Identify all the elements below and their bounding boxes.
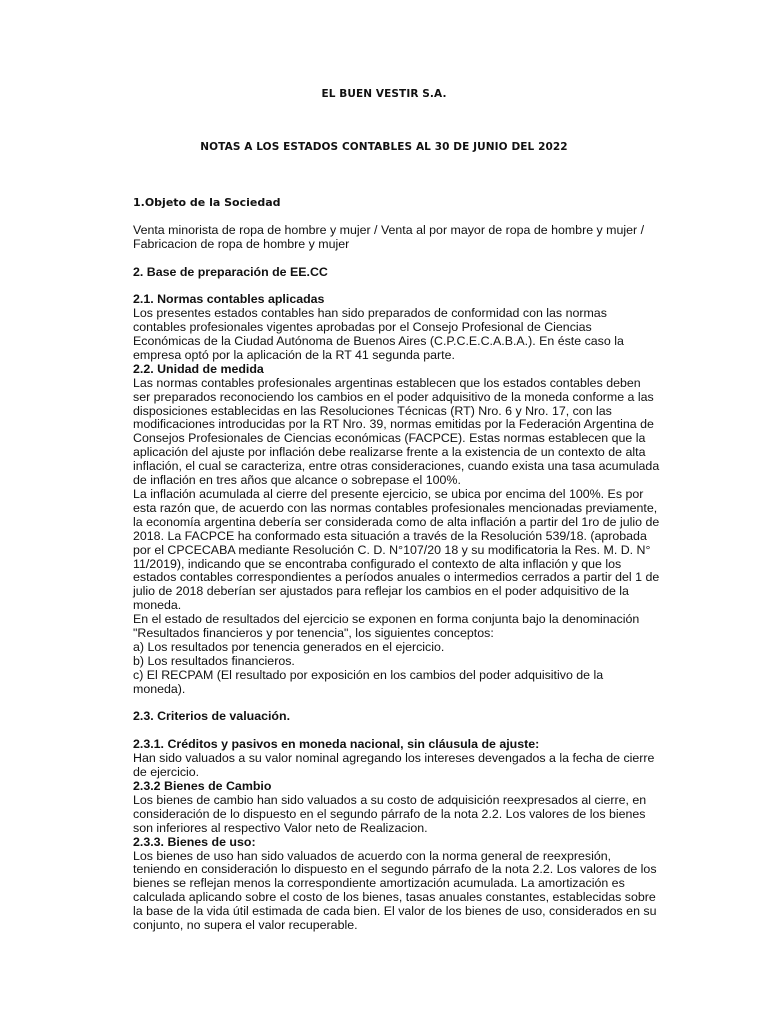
unidad-line: Consejos Profesionales de Ciencias económicas (FACPCE). Estas normas establecen que la — [133, 431, 646, 446]
unidad-line: c) El RECPAM (El resultado por exposición en los cambios del poder adquisitivo de la — [133, 667, 604, 682]
unidad-line: disposiciones establecidas en las Resoluciones Técnicas (RT) Nro. 6 y Nro. 17, con las — [133, 403, 612, 418]
unidad-line: inflación, el cual se caracteriza, entre otras consideraciones, cuando exista una tasa acumulada — [133, 459, 660, 474]
unidad-line: 11/2019), indicando que se encontraba configurado el contexto de alta inflación y que los — [133, 556, 622, 571]
creditos-line: Han sido valuados a su valor nominal agregando los intereses devengados a la fecha de cierre — [133, 751, 655, 766]
section-heading-uso: 2.3.3. Bienes de uso: — [133, 834, 256, 849]
objeto-line: Venta minorista de ropa de hombre y mujer / Venta al por mayor de ropa de hombre y mujer / — [133, 222, 645, 237]
section-heading-base: 2. Base de preparación de EE.CC — [133, 264, 328, 279]
unidad-line: estados contables correspondientes a períodos anuales o intermedios cerrados a partir del 1 de — [133, 570, 660, 585]
section-heading-creditos: 2.3.1. Créditos y pasivos en moneda nacional, sin cláusula de ajuste: — [133, 737, 540, 752]
unidad-line: En el estado de resultados del ejercicio se exponen en forma conjunta bajo la denominación — [133, 612, 640, 627]
document-title: NOTAS A LOS ESTADOS CONTABLES AL 30 DE JUNIO DEL 2022 — [200, 141, 568, 153]
uso-line: conjunto, no supera el valor recuperable. — [133, 918, 358, 933]
section-heading-objeto: 1.Objeto de la Sociedad — [133, 196, 281, 209]
unidad-line: 2018. La FACPCE ha conformado esta situación a través de la Resolución 539/18. (aprobada — [133, 528, 647, 543]
cambio-line: consideración de lo dispuesto en el segundo párrafo de la nota 2.2. Los valores de los bienes — [133, 806, 646, 821]
unidad-line: moneda). — [133, 681, 186, 696]
unidad-line: aplicación del ajuste por inflación debe realizarse frente a la existencia de un contexto de alta — [133, 445, 646, 460]
unidad-line: modificaciones introducidas por la RT Nro. 39, normas emitidas por la Federación Argentina de — [133, 417, 654, 432]
uso-line: la base de la vida útil estimada de cada bien. El valor de los bienes de uso, considerados en su — [133, 904, 657, 919]
section-heading-normas: 2.1. Normas contables aplicadas — [133, 292, 325, 307]
notes-body — [133, 196, 743, 933]
unidad-line: Las normas contables profesionales argentinas establecen que los estados contables deben — [133, 375, 641, 390]
company-name: EL BUEN VESTIR S.A. — [321, 88, 447, 100]
cambio-line: Los bienes de cambio han sido valuados a su costo de adquisición reexpresados al cierre, en — [133, 792, 647, 807]
uso-line: calculada aplicando sobre el costo de los bienes, tasas anuales constantes, establecidas sobre — [133, 890, 656, 905]
unidad-line: por el CPCECABA mediante Resolución C. D. N°107/20 18 y su modificatoria la Res. M. D. N° — [133, 542, 651, 557]
uso-line: teniendo en consideración lo dispuesto en el segundo párrafo de la nota 2.2. Los valores de los — [133, 862, 657, 877]
normas-line: empresa optó por la aplicación de la RT 41 segunda parte. — [133, 347, 455, 362]
unidad-line: de inflación en tres años que alcance o sobrepase el 100%. — [133, 473, 461, 488]
unidad-line: a) Los resultados por tenencia generados en el ejercicio. — [133, 639, 445, 654]
cambio-line: son inferiores al respectivo Valor neto de Realizacion. — [133, 820, 428, 835]
unidad-line: esta razón que, de acuerdo con las normas contables profesionales mencionadas previamente, — [133, 500, 658, 515]
unidad-line: ser preparados reconociendo los cambios en el poder adquisitivo de la moneda conforme a las — [133, 389, 654, 404]
normas-line: Económicas de la Ciudad Autónoma de Buenos Aires (C.P.C.E.C.A.B.A.). En éste caso la — [133, 334, 624, 349]
unidad-line: La inflación acumulada al cierre del presente ejercicio, se ubica por encima del 100%. Es por — [133, 486, 644, 501]
uso-line: bienes se reflejan menos la correspondiente amortización acumulada. La amortización es — [133, 876, 625, 891]
unidad-line: moneda. — [133, 598, 182, 613]
normas-line: contables profesionales vigentes aprobadas por el Consejo Profesional de Ciencias — [133, 320, 592, 335]
unidad-line: julio de 2018 deberían ser ajustados para reflejar los cambios en el poder adquisitivo de la — [133, 584, 629, 599]
section-heading-unidad: 2.2. Unidad de medida — [133, 361, 264, 376]
unidad-line: b) Los resultados financieros. — [133, 653, 295, 668]
section-heading-criterios: 2.3. Criterios de valuación. — [133, 709, 291, 724]
section-heading-cambio: 2.3.2 Bienes de Cambio — [133, 778, 272, 793]
unidad-line: la economía argentina debería ser considerada como de alta inflación a partir del 1ro de julio de — [133, 514, 660, 529]
uso-line: Los bienes de uso han sido valuados de acuerdo con la norma general de reexpresión, — [133, 848, 612, 863]
normas-line: Los presentes estados contables han sido preparados de conformidad con las normas — [133, 306, 607, 321]
creditos-line: de ejercicio. — [133, 765, 200, 780]
unidad-line: "Resultados financieros y por tenencia", los siguientes conceptos: — [133, 626, 494, 641]
objeto-line: Fabricacion de ropa de hombre y mujer — [133, 236, 350, 251]
